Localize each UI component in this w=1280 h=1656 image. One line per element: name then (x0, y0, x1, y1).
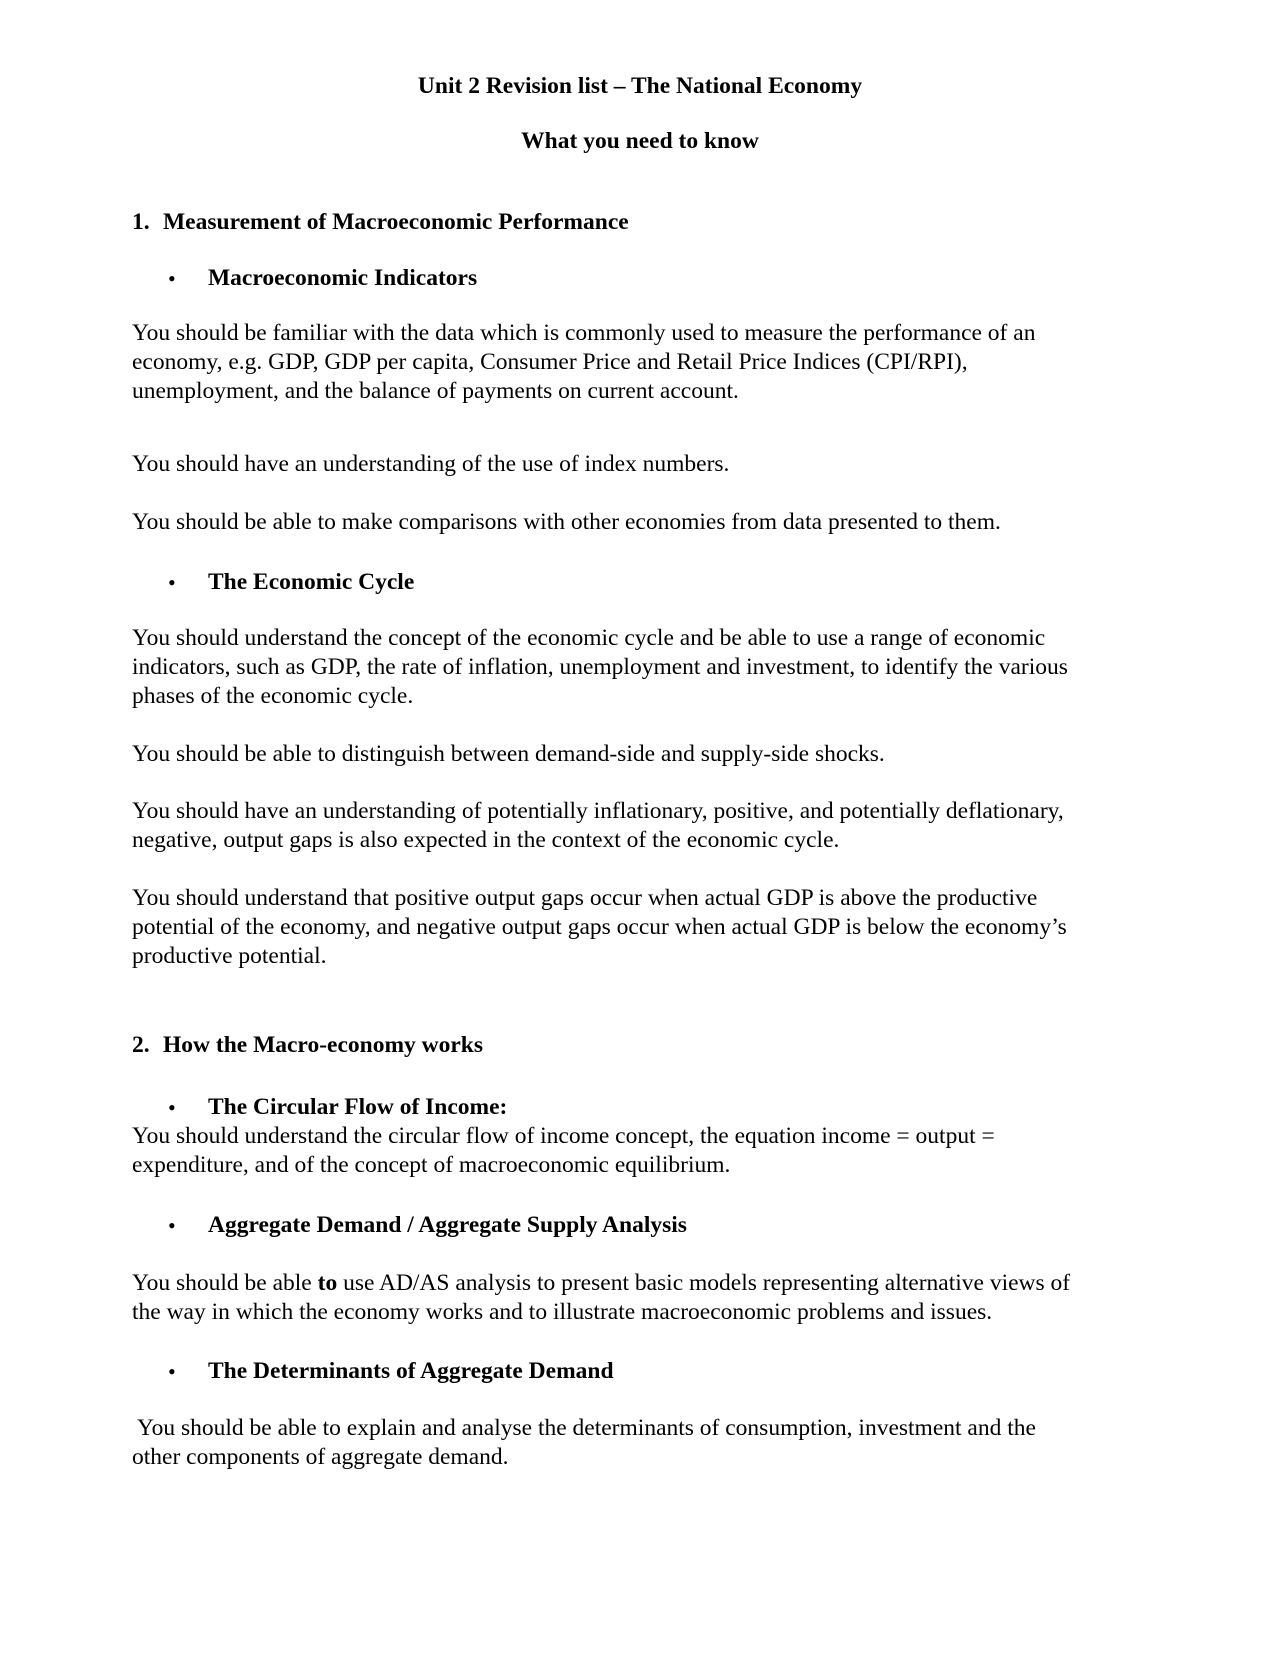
paragraph-line: indicators, such as GDP, the rate of inflation, unemployment and investment, to identify the various (132, 654, 1068, 680)
paragraph-line: economy, e.g. GDP, GDP per capita, Consumer Price and Retail Price Indices (CPI/RPI), (132, 349, 968, 375)
bullet-circular-flow: The Circular Flow of Income: (208, 1094, 508, 1120)
bullet-icon: • (168, 570, 176, 595)
section-1-number: 1. (132, 209, 150, 235)
paragraph-line: You should have an understanding of the use of index numbers. (132, 451, 730, 477)
paragraph-line: unemployment, and the balance of payments on current account. (132, 378, 739, 404)
paragraph-line: potential of the economy, and negative output gaps occur when actual GDP is below the economy’s (132, 914, 1067, 940)
bullet-economic-cycle: The Economic Cycle (208, 569, 415, 595)
paragraph-line: productive potential. (132, 943, 327, 969)
section-2-number: 2. (132, 1032, 150, 1058)
bold-span: to (317, 1270, 338, 1296)
paragraph-line: negative, output gaps is also expected in the context of the economic cycle. (132, 827, 840, 853)
paragraph-line (132, 1269, 1070, 1298)
section-2-heading: How the Macro-economy works (163, 1032, 484, 1058)
paragraph-line: the way in which the economy works and to illustrate macroeconomic problems and issues. (132, 1299, 993, 1325)
bullet-icon: • (168, 1095, 176, 1120)
paragraph-line: You should be able to explain and analyse the determinants of consumption, investment and the (132, 1415, 1036, 1441)
bullet-determinants-ad: The Determinants of Aggregate Demand (208, 1358, 614, 1384)
page-title: Unit 2 Revision list – The National Economy (417, 73, 863, 99)
paragraph-line: You should understand the concept of the economic cycle and be able to use a range of economic (132, 625, 1046, 651)
paragraph-line: You should be able to make comparisons with other economies from data presented to them. (132, 509, 1001, 535)
text-span: You should be able (132, 1270, 318, 1296)
bullet-icon: • (168, 266, 176, 291)
bullet-icon: • (168, 1213, 176, 1238)
paragraph-line: phases of the economic cycle. (132, 683, 414, 709)
paragraph-line: expenditure, and of the concept of macroeconomic equilibrium. (132, 1152, 731, 1178)
page-subtitle: What you need to know (521, 128, 759, 154)
paragraph-line: You should understand that positive output gaps occur when actual GDP is above the productive (132, 885, 1038, 911)
paragraph-line: You should understand the circular flow of income concept, the equation income = output = (132, 1123, 995, 1149)
section-1-heading: Measurement of Macroeconomic Performance (163, 209, 629, 235)
bullet-icon: • (168, 1359, 176, 1384)
paragraph-line: You should be able to distinguish between demand-side and supply-side shocks. (132, 741, 885, 767)
paragraph-line: You should be familiar with the data which is commonly used to measure the performance of an (132, 320, 1036, 346)
bullet-ad-as-analysis: Aggregate Demand / Aggregate Supply Analysis (208, 1212, 687, 1238)
bullet-macroeconomic-indicators: Macroeconomic Indicators (208, 265, 478, 291)
text-span: use AD/AS analysis to present basic models representing alternative views of (337, 1270, 1071, 1296)
paragraph-line: You should have an understanding of potentially inflationary, positive, and potentially deflationary, (132, 798, 1064, 824)
paragraph-line: other components of aggregate demand. (132, 1444, 509, 1470)
